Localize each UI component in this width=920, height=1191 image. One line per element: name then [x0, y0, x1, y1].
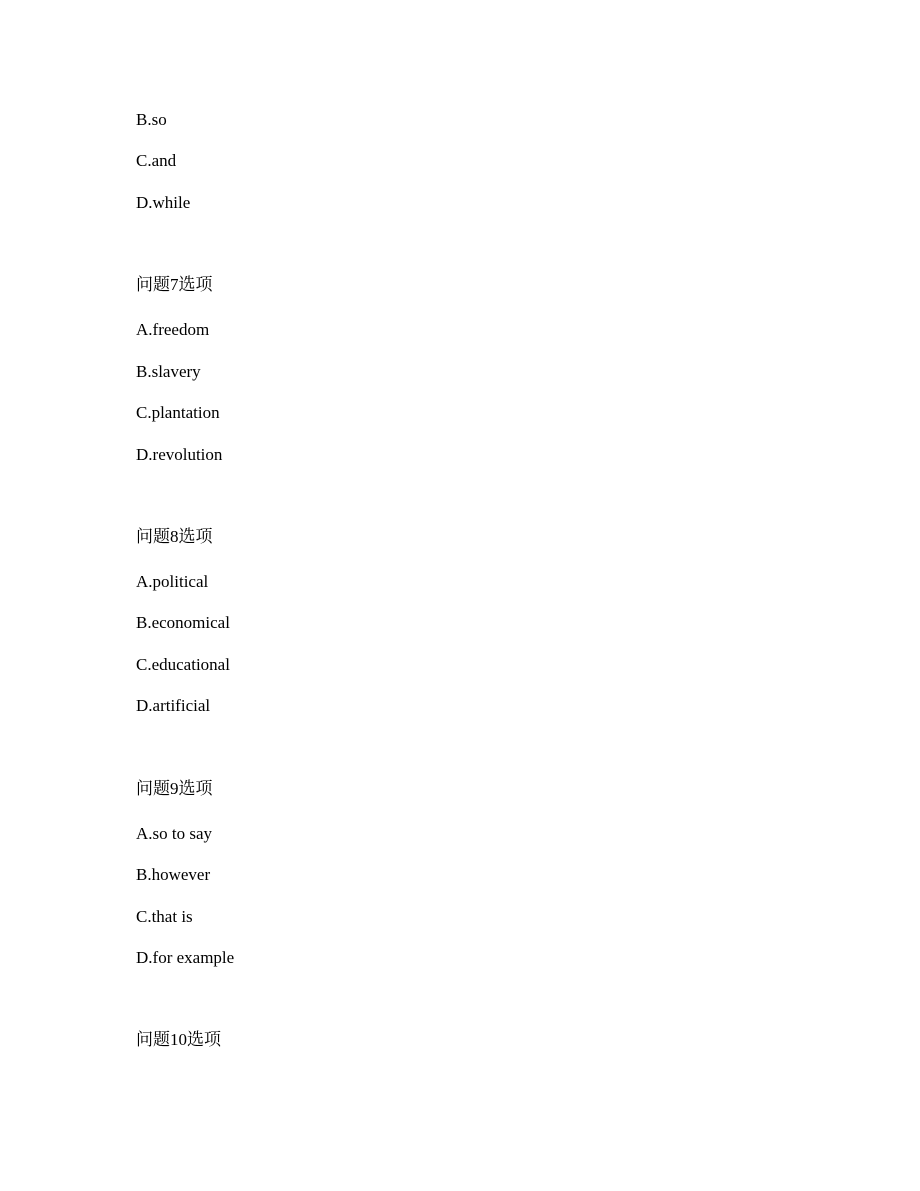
- q7-option-c: C.plantation: [136, 403, 220, 422]
- q8-heading: 问题8选项: [136, 527, 213, 546]
- q9-heading: 问题9选项: [136, 779, 213, 798]
- q7-option-d: D.revolution: [136, 445, 223, 464]
- q9-option-a: A.so to say: [136, 824, 213, 843]
- q10-heading: 问题10选项: [136, 1030, 221, 1049]
- q9-option-d: D.for example: [136, 948, 235, 967]
- q7-option-a: A.freedom: [136, 320, 210, 339]
- q9-option-b: B.however: [136, 865, 211, 884]
- q9-option-c: C.that is: [136, 907, 193, 926]
- q6-option-c: C.and: [136, 151, 177, 170]
- q8-option-d: D.artificial: [136, 696, 211, 715]
- q8-option-c: C.educational: [136, 655, 230, 674]
- q7-heading: 问题7选项: [136, 275, 213, 294]
- q6-option-d: D.while: [136, 193, 191, 212]
- q8-option-a: A.political: [136, 572, 209, 591]
- q8-option-b: B.economical: [136, 613, 230, 632]
- q6-option-b: B.so: [136, 110, 167, 129]
- q7-option-b: B.slavery: [136, 362, 201, 381]
